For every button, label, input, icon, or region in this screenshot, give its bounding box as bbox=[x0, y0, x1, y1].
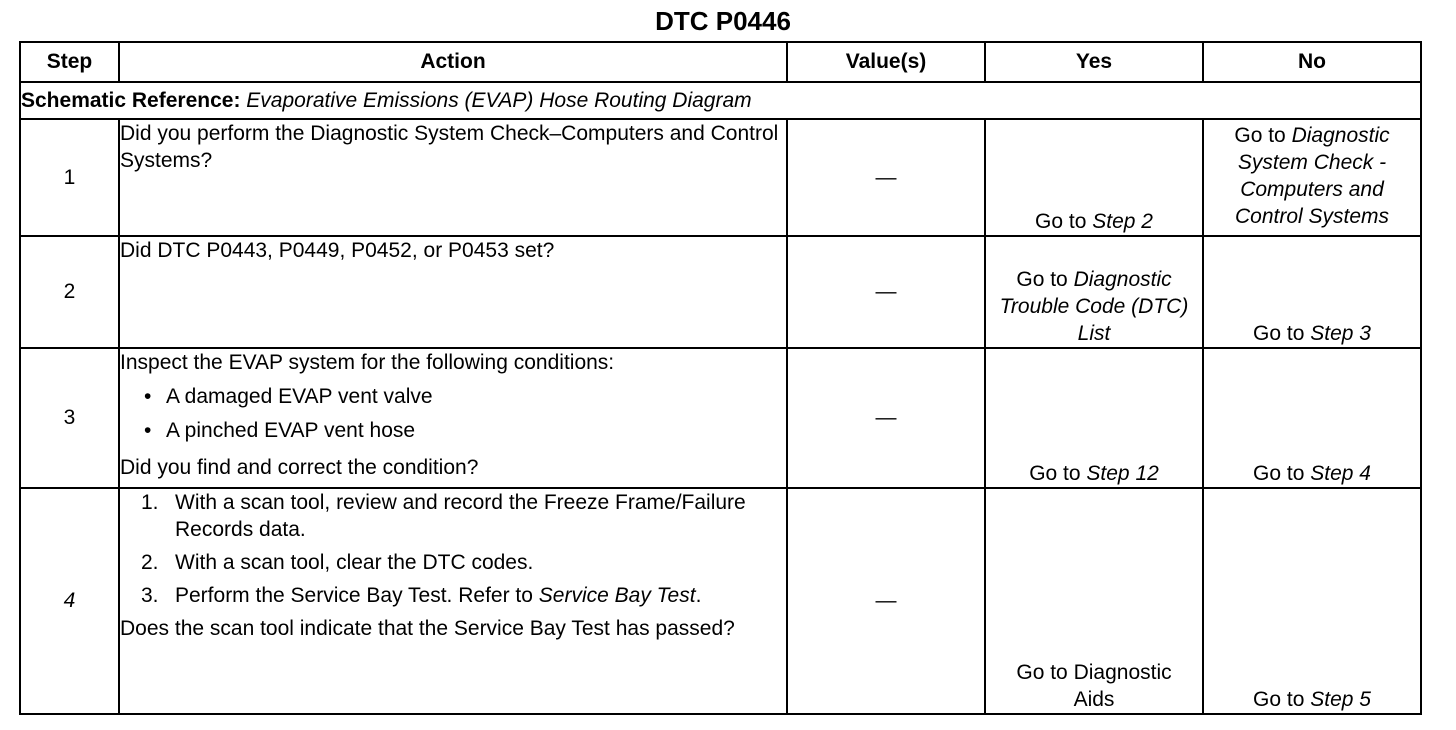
no-prefix: Go to bbox=[1234, 124, 1286, 147]
list-item bbox=[120, 549, 786, 576]
list-item bbox=[120, 582, 786, 609]
action-question: Does the scan tool indicate that the Service Bay Test has passed? bbox=[120, 617, 735, 640]
header-values: Value(s) bbox=[787, 42, 985, 82]
no-link[interactable]: Step 5 bbox=[1310, 688, 1371, 711]
header-yes: Yes bbox=[985, 42, 1203, 82]
value-cell: — bbox=[787, 488, 985, 714]
item-number: 3. bbox=[141, 584, 159, 607]
action-text bbox=[119, 488, 787, 714]
step-number: 2 bbox=[20, 236, 119, 348]
yes-prefix: Go to bbox=[1035, 210, 1087, 233]
yes-prefix: Go to bbox=[1029, 462, 1081, 485]
header-row bbox=[20, 42, 1421, 82]
no-link[interactable]: Diagnostic System Check - Computers and Control Systems bbox=[1234, 124, 1390, 228]
step-number bbox=[20, 488, 119, 714]
yes-prefix: Go to bbox=[1016, 268, 1068, 291]
service-bay-test-link[interactable]: Service Bay Test bbox=[538, 584, 696, 607]
item-number: 1. bbox=[141, 491, 159, 514]
list-item: • A damaged EVAP vent valve bbox=[144, 380, 786, 414]
action-text: Did DTC P0443, P0449, P0452, or P0453 set? bbox=[119, 236, 787, 348]
item-tail: . bbox=[695, 584, 702, 607]
header-step: Step bbox=[20, 42, 119, 82]
schematic-row bbox=[20, 82, 1421, 119]
value-cell: — bbox=[787, 119, 985, 236]
yes-link[interactable]: Go to Diagnostic Aids bbox=[1016, 661, 1172, 711]
yes-cell bbox=[985, 119, 1203, 236]
table-row bbox=[20, 236, 1421, 348]
schematic-link[interactable]: Evaporative Emissions (EVAP) Hose Routing Diagram bbox=[246, 88, 752, 112]
action-intro: Inspect the EVAP system for the following conditions: bbox=[120, 351, 615, 374]
table-row bbox=[20, 348, 1421, 488]
yes-link[interactable]: Step 2 bbox=[1092, 210, 1153, 233]
no-cell bbox=[1203, 236, 1421, 348]
table-row bbox=[20, 488, 1421, 714]
value-cell: — bbox=[787, 348, 985, 488]
table-row bbox=[20, 119, 1421, 236]
page-title: DTC P0446 bbox=[655, 6, 791, 36]
yes-cell bbox=[985, 236, 1203, 348]
no-cell bbox=[1203, 488, 1421, 714]
no-link[interactable]: Step 3 bbox=[1310, 322, 1371, 345]
item-text: Perform the Service Bay Test. Refer to bbox=[175, 584, 533, 607]
no-cell bbox=[1203, 119, 1421, 236]
yes-link[interactable]: Diagnostic Trouble Code (DTC) List bbox=[999, 268, 1189, 345]
step-number: 1 bbox=[20, 119, 119, 236]
yes-link[interactable]: Step 12 bbox=[1086, 462, 1159, 485]
header-action: Action bbox=[119, 42, 787, 82]
step-number: 3 bbox=[20, 348, 119, 488]
procedure-list bbox=[120, 489, 786, 609]
schematic-reference bbox=[20, 82, 1421, 119]
header-no: No bbox=[1203, 42, 1421, 82]
no-cell bbox=[1203, 348, 1421, 488]
yes-cell bbox=[985, 488, 1203, 714]
no-prefix: Go to bbox=[1253, 462, 1305, 485]
no-link[interactable]: Step 4 bbox=[1310, 462, 1371, 485]
yes-cell bbox=[985, 348, 1203, 488]
condition-list bbox=[120, 380, 786, 448]
list-item bbox=[120, 489, 786, 543]
no-prefix: Go to bbox=[1253, 322, 1305, 345]
diagnostic-table bbox=[19, 41, 1422, 715]
action-text: Did you perform the Diagnostic System Check–Computers and Control Systems? bbox=[119, 119, 787, 236]
no-prefix: Go to bbox=[1253, 688, 1305, 711]
action-text bbox=[119, 348, 787, 488]
list-item: • A pinched EVAP vent hose bbox=[144, 414, 786, 448]
item-number: 2. bbox=[141, 551, 159, 574]
item-text: With a scan tool, clear the DTC codes. bbox=[175, 551, 534, 574]
action-question: Did you find and correct the condition? bbox=[120, 456, 479, 479]
value-cell: — bbox=[787, 236, 985, 348]
step-number-text: 4 bbox=[63, 589, 76, 612]
schematic-label: Schematic Reference: bbox=[21, 88, 241, 112]
item-text: With a scan tool, review and record the Freeze Frame/Failure Records data. bbox=[175, 491, 746, 541]
